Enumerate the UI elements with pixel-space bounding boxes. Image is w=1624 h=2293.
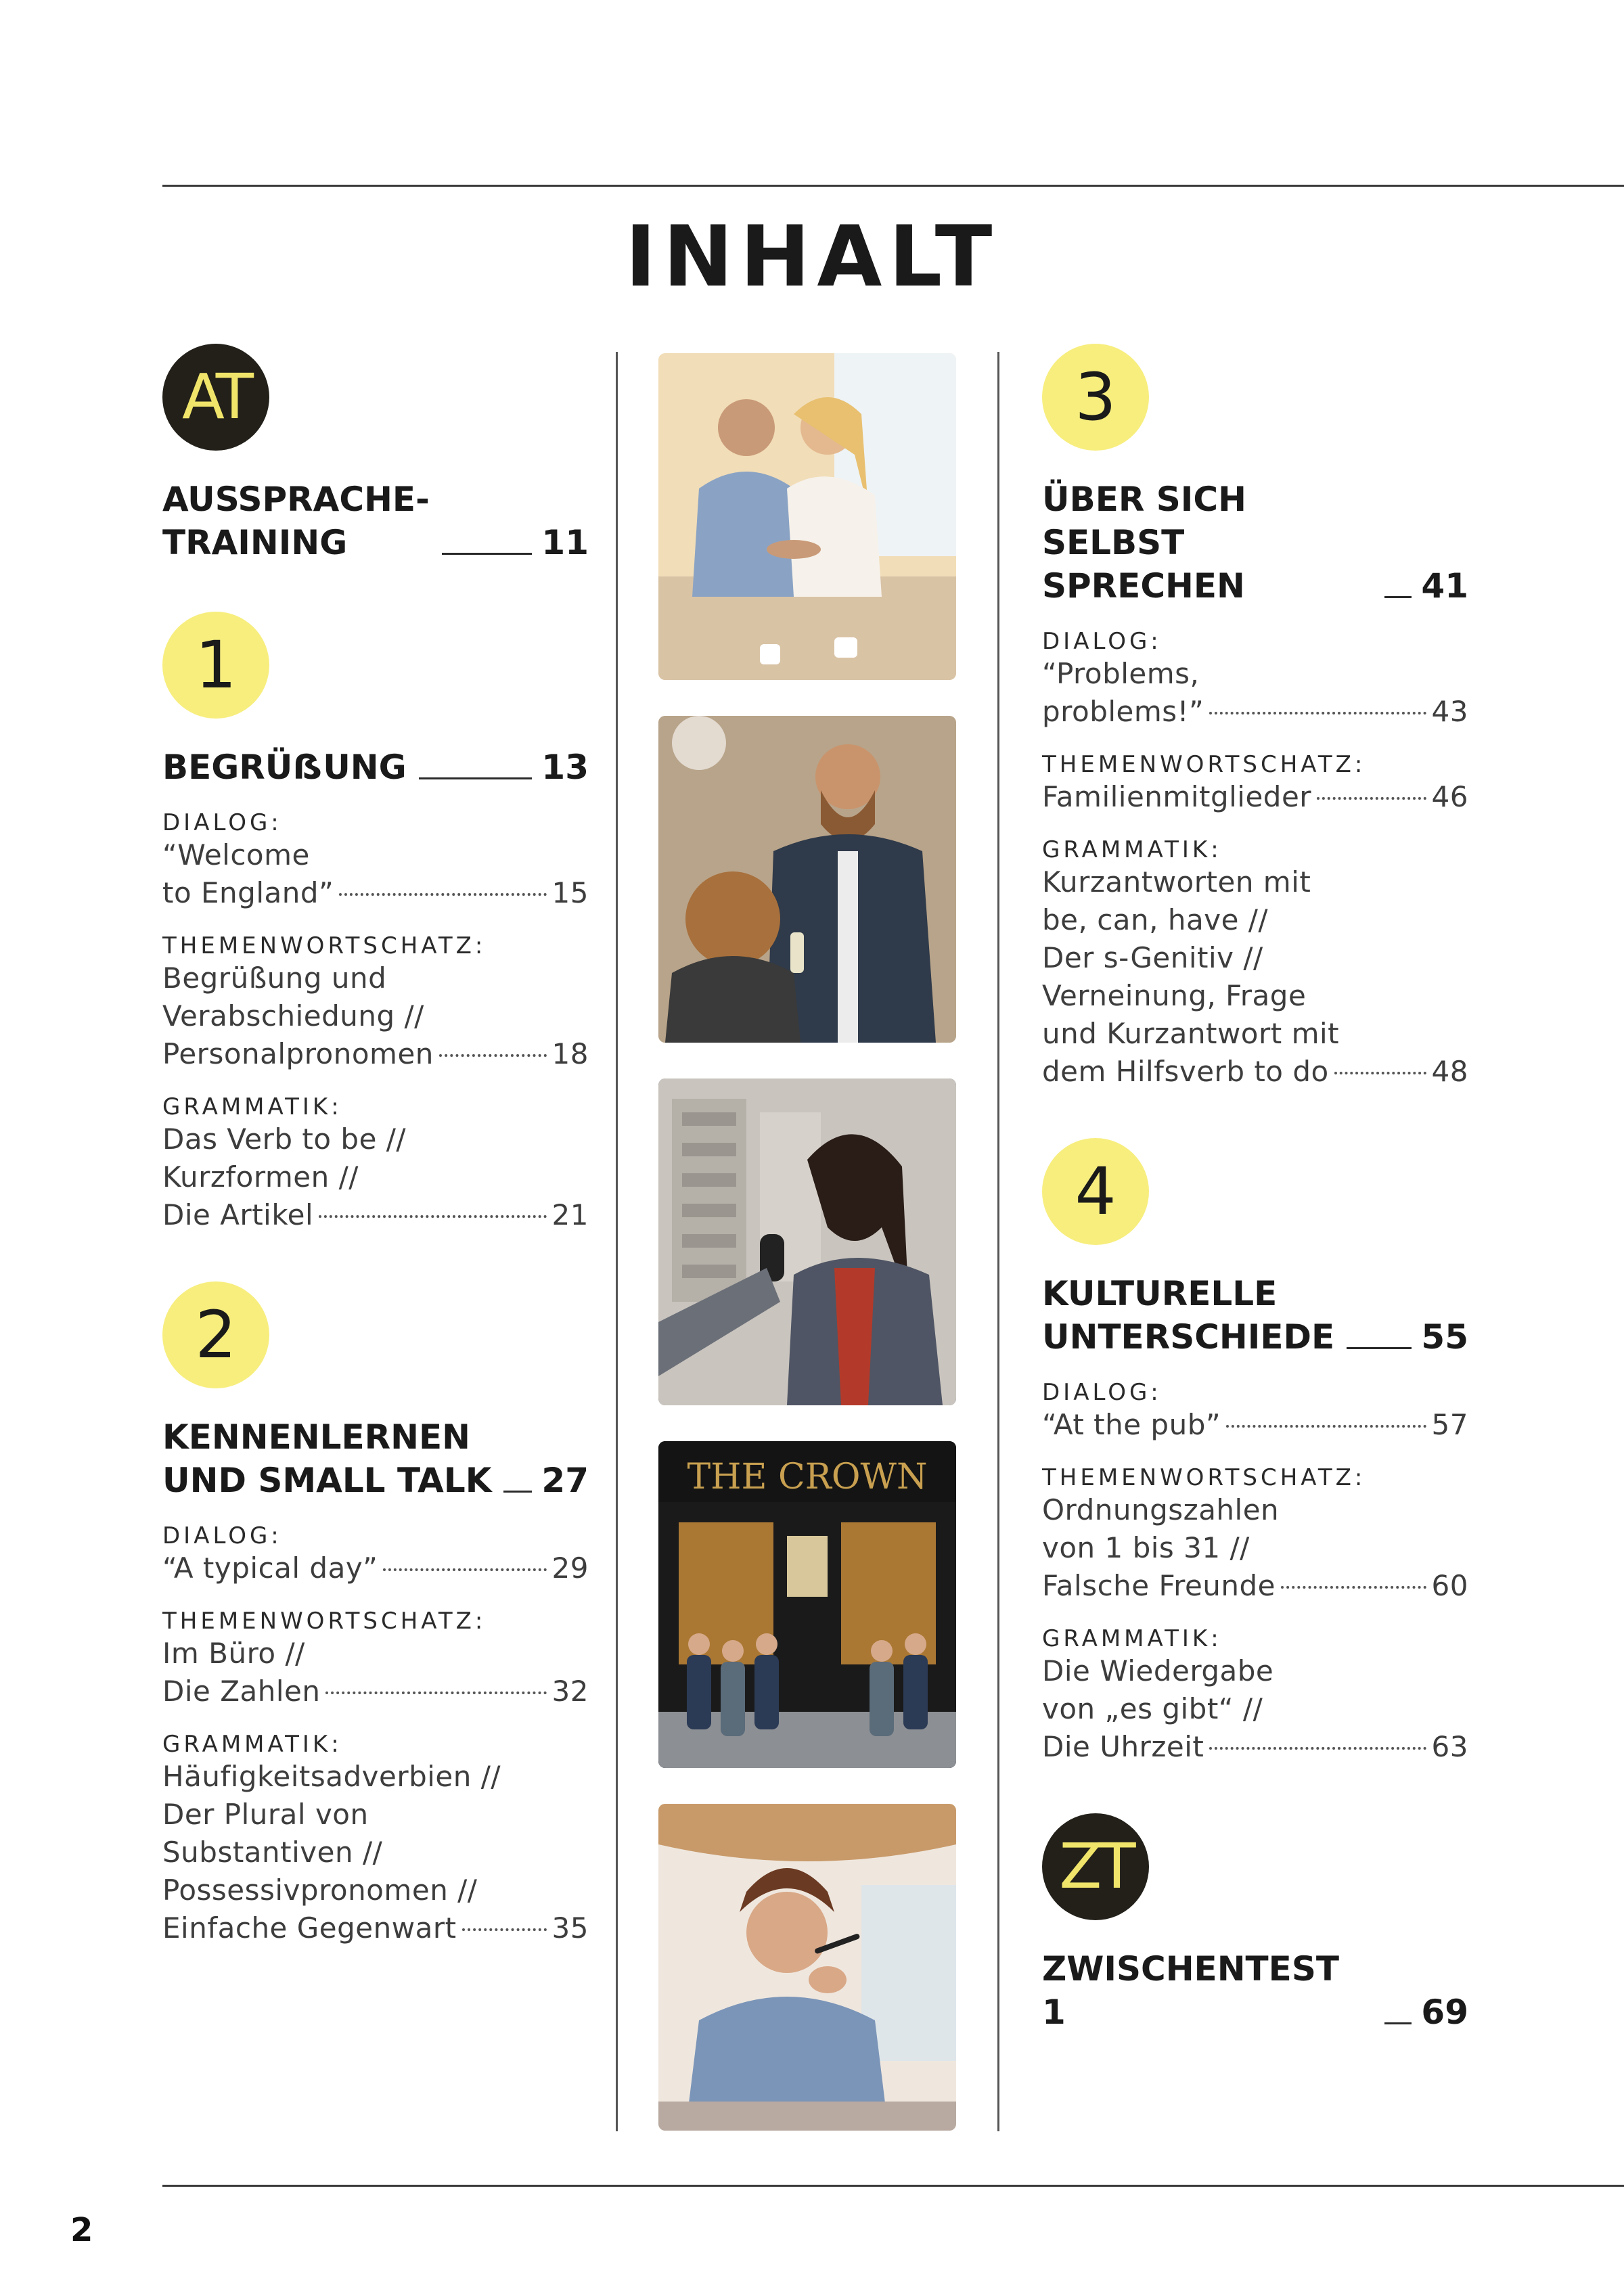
bottom-rule [162, 2185, 1624, 2187]
dot-leader [1281, 1586, 1426, 1589]
photo-interview-image [658, 1079, 956, 1405]
entry-line [162, 1549, 589, 1587]
pub-sign-text: THE CROWN [687, 1457, 928, 1497]
toc-column-right [1042, 344, 1468, 2034]
dot-leader [319, 1215, 546, 1218]
entry-text: Possessivpronomen // [162, 1874, 478, 1907]
toc-section [1042, 344, 1468, 1091]
entry-line [162, 1871, 589, 1909]
chapter-badge [1042, 1138, 1149, 1245]
toc-section [162, 612, 589, 1234]
entry-text: Verneinung, Frage [1042, 979, 1307, 1012]
photo-conversation [658, 716, 956, 1043]
entry-text: “Problems, [1042, 657, 1200, 690]
entry-line [162, 1758, 589, 1796]
entry-kicker: DIALOG: [162, 809, 282, 836]
entry-line [1042, 693, 1468, 731]
chapter-badge [162, 344, 269, 451]
toc-entry[interactable] [162, 1093, 589, 1234]
entry-text: von 1 bis 31 // [1042, 1531, 1250, 1564]
toc-section [1042, 1813, 1468, 2034]
entry-line [162, 836, 589, 874]
chapter-badge [162, 1281, 269, 1388]
entry-line [162, 874, 589, 912]
entry-text: Der Plural von [162, 1798, 369, 1831]
dot-leader [1334, 1072, 1426, 1074]
entry-kicker: THEMENWORTSCHATZ: [162, 1608, 487, 1635]
photo-handshake-image [658, 353, 956, 680]
entry-text: to England” [162, 876, 334, 909]
photo-handshake [658, 353, 956, 680]
entry-text: “At the pub” [1042, 1408, 1221, 1441]
leader-line [1347, 1347, 1412, 1349]
chapter-heading[interactable] [1042, 1272, 1468, 1359]
chapter-page-number: 41 [1421, 566, 1468, 606]
entry-kicker: GRAMMATIK: [1042, 1625, 1222, 1652]
entry-page-number: 46 [1431, 780, 1468, 813]
entry-line [162, 1196, 589, 1234]
leader-line [1384, 2022, 1412, 2024]
photo-pub [658, 1441, 956, 1768]
entry-text: Familienmitglieder [1042, 780, 1312, 813]
entry-line [1042, 655, 1468, 693]
chapter-badge-label: ZT [1059, 1830, 1132, 1903]
entry-text: Die Wiedergabe [1042, 1654, 1274, 1687]
entry-line [1042, 1652, 1468, 1690]
toc-column-left [162, 344, 589, 1947]
entry-kicker: GRAMMATIK: [162, 1731, 342, 1758]
dot-leader [339, 893, 546, 896]
toc-section [162, 1281, 589, 1947]
entry-line [162, 997, 589, 1035]
entry-line [162, 1909, 589, 1947]
entry-line [162, 1158, 589, 1196]
chapter-page-number: 13 [541, 748, 589, 787]
chapter-title: KENNENLERNEN UND SMALL TALK [162, 1417, 492, 1500]
toc-entry[interactable] [1042, 1625, 1468, 1766]
photo-interview [658, 1079, 956, 1405]
entry-text: Einfache Gegenwart [162, 1911, 457, 1945]
entry-text: Der s-Genitiv // [1042, 941, 1263, 974]
entry-kicker: THEMENWORTSCHATZ: [1042, 1464, 1366, 1491]
entry-line [1042, 1053, 1468, 1091]
chapter-badge [1042, 1813, 1149, 1920]
entry-line [162, 1834, 589, 1871]
page-number: 2 [70, 2211, 93, 2249]
entry-text: und Kurzantwort mit [1042, 1017, 1340, 1050]
entry-line [1042, 977, 1468, 1015]
entry-line [162, 1035, 589, 1073]
entry-page-number: 63 [1431, 1730, 1468, 1763]
entry-page-number: 29 [551, 1551, 589, 1585]
entry-kicker: DIALOG: [162, 1522, 282, 1549]
toc-entry[interactable] [162, 932, 589, 1073]
entry-text: von „es gibt“ // [1042, 1692, 1263, 1725]
photo-conversation-image [658, 716, 956, 1043]
photo-strip [658, 353, 956, 2166]
entry-line [1042, 778, 1468, 816]
dot-leader [1209, 1747, 1426, 1750]
toc-entry[interactable] [1042, 1379, 1468, 1444]
page-title: INHALT [625, 208, 999, 306]
chapter-badge-label: 3 [1075, 359, 1116, 435]
chapter-title: KULTURELLE UNTERSCHIEDE [1042, 1274, 1335, 1357]
chapter-heading[interactable] [162, 1415, 589, 1502]
entry-text: “Welcome [162, 838, 310, 871]
entry-line [162, 1673, 589, 1710]
chapter-page-number: 11 [541, 523, 589, 562]
entry-page-number: 15 [551, 876, 589, 909]
toc-entry[interactable] [1042, 836, 1468, 1091]
toc-entry[interactable] [1042, 751, 1468, 816]
photo-thinking-woman [658, 1804, 956, 2131]
entry-line [1042, 901, 1468, 939]
chapter-heading[interactable] [162, 746, 589, 789]
leader-line [442, 553, 533, 555]
entry-page-number: 43 [1431, 695, 1468, 728]
entry-text: Substantiven // [162, 1836, 383, 1869]
chapter-title: BEGRÜẞUNG [162, 748, 407, 787]
entry-text: Ordnungszahlen [1042, 1493, 1280, 1526]
toc-entry[interactable] [162, 1731, 589, 1947]
entry-line [1042, 1728, 1468, 1766]
entry-line [162, 1635, 589, 1673]
entry-text: Die Zahlen [162, 1675, 321, 1708]
entry-kicker: THEMENWORTSCHATZ: [1042, 751, 1366, 778]
entry-page-number: 18 [551, 1037, 589, 1070]
leader-line [1384, 596, 1412, 598]
toc-entry[interactable] [1042, 628, 1468, 731]
photo-thinking-woman-image [658, 1804, 956, 2131]
chapter-heading[interactable] [162, 478, 589, 564]
entry-text: Begrüßung und [162, 961, 387, 995]
dot-leader [1226, 1425, 1426, 1428]
entry-line [162, 1120, 589, 1158]
dot-leader [1209, 712, 1426, 714]
entry-line [1042, 863, 1468, 901]
entry-text: Häufigkeitsadverbien // [162, 1760, 501, 1793]
entry-text: Personalpronomen [162, 1037, 434, 1070]
chapter-page-number: 27 [541, 1461, 589, 1500]
toc-entry[interactable] [162, 1608, 589, 1710]
entry-text: “A typical day” [162, 1551, 378, 1585]
leader-line [419, 777, 533, 779]
dot-leader [1317, 797, 1426, 800]
entry-page-number: 21 [551, 1198, 589, 1231]
chapter-badge-label: 4 [1075, 1154, 1116, 1229]
dot-leader [325, 1692, 546, 1694]
entry-line [1042, 1690, 1468, 1728]
entry-kicker: DIALOG: [1042, 628, 1162, 655]
dot-leader [462, 1928, 547, 1931]
dot-leader [383, 1568, 546, 1571]
entry-kicker: DIALOG: [1042, 1379, 1162, 1406]
entry-kicker: GRAMMATIK: [162, 1093, 342, 1120]
chapter-badge [162, 612, 269, 719]
toc-section [1042, 1138, 1468, 1766]
chapter-page-number: 69 [1421, 1993, 1468, 2032]
chapter-badge-label: 1 [195, 627, 237, 703]
chapter-badge [1042, 344, 1149, 451]
entry-text: Kurzformen // [162, 1160, 359, 1194]
entry-line [1042, 1491, 1468, 1529]
chapter-title: ÜBER SICH SELBST SPRECHEN [1042, 480, 1246, 606]
leader-line [503, 1491, 532, 1493]
entry-page-number: 32 [551, 1675, 589, 1708]
entry-page-number: 60 [1431, 1569, 1468, 1602]
toc-entry[interactable] [162, 1522, 589, 1587]
entry-line [162, 1796, 589, 1834]
entry-text: dem Hilfsverb to do [1042, 1055, 1329, 1088]
column-divider-left [616, 352, 618, 2131]
toc-entry[interactable] [162, 809, 589, 912]
column-divider-right [997, 352, 999, 2131]
entry-page-number: 48 [1431, 1055, 1468, 1088]
entry-line [1042, 1529, 1468, 1567]
toc-section [162, 344, 589, 564]
entry-line [162, 959, 589, 997]
entry-kicker: GRAMMATIK: [1042, 836, 1222, 863]
entry-text: Das Verb to be // [162, 1122, 407, 1156]
entry-line [1042, 1015, 1468, 1053]
entry-line [1042, 1567, 1468, 1605]
entry-page-number: 35 [551, 1911, 589, 1945]
chapter-badge-label: 2 [195, 1297, 237, 1373]
dot-leader [439, 1054, 547, 1057]
entry-text: Falsche Freunde [1042, 1569, 1276, 1602]
entry-text: Im Büro // [162, 1637, 305, 1670]
entry-page-number: 57 [1431, 1408, 1468, 1441]
entry-text: Die Uhrzeit [1042, 1730, 1204, 1763]
entry-text: Kurzantworten mit [1042, 865, 1311, 899]
chapter-title: ZWISCHENTEST 1 [1042, 1949, 1339, 2032]
entry-kicker: THEMENWORTSCHATZ: [162, 932, 487, 959]
chapter-title: AUSSPRACHE- TRAINING [162, 480, 430, 562]
entry-text: Die Artikel [162, 1198, 314, 1231]
entry-text: problems!” [1042, 695, 1204, 728]
top-rule [162, 185, 1624, 187]
entry-text: be, can, have // [1042, 903, 1269, 936]
entry-line [1042, 939, 1468, 977]
chapter-badge-label: AT [182, 361, 250, 433]
chapter-heading[interactable] [1042, 1947, 1468, 2034]
entry-text: Verabschiedung // [162, 999, 424, 1032]
chapter-page-number: 55 [1421, 1317, 1468, 1357]
toc-entry[interactable] [1042, 1464, 1468, 1605]
chapter-heading[interactable] [1042, 478, 1468, 608]
photo-pub-image [658, 1441, 956, 1768]
entry-line [1042, 1406, 1468, 1444]
